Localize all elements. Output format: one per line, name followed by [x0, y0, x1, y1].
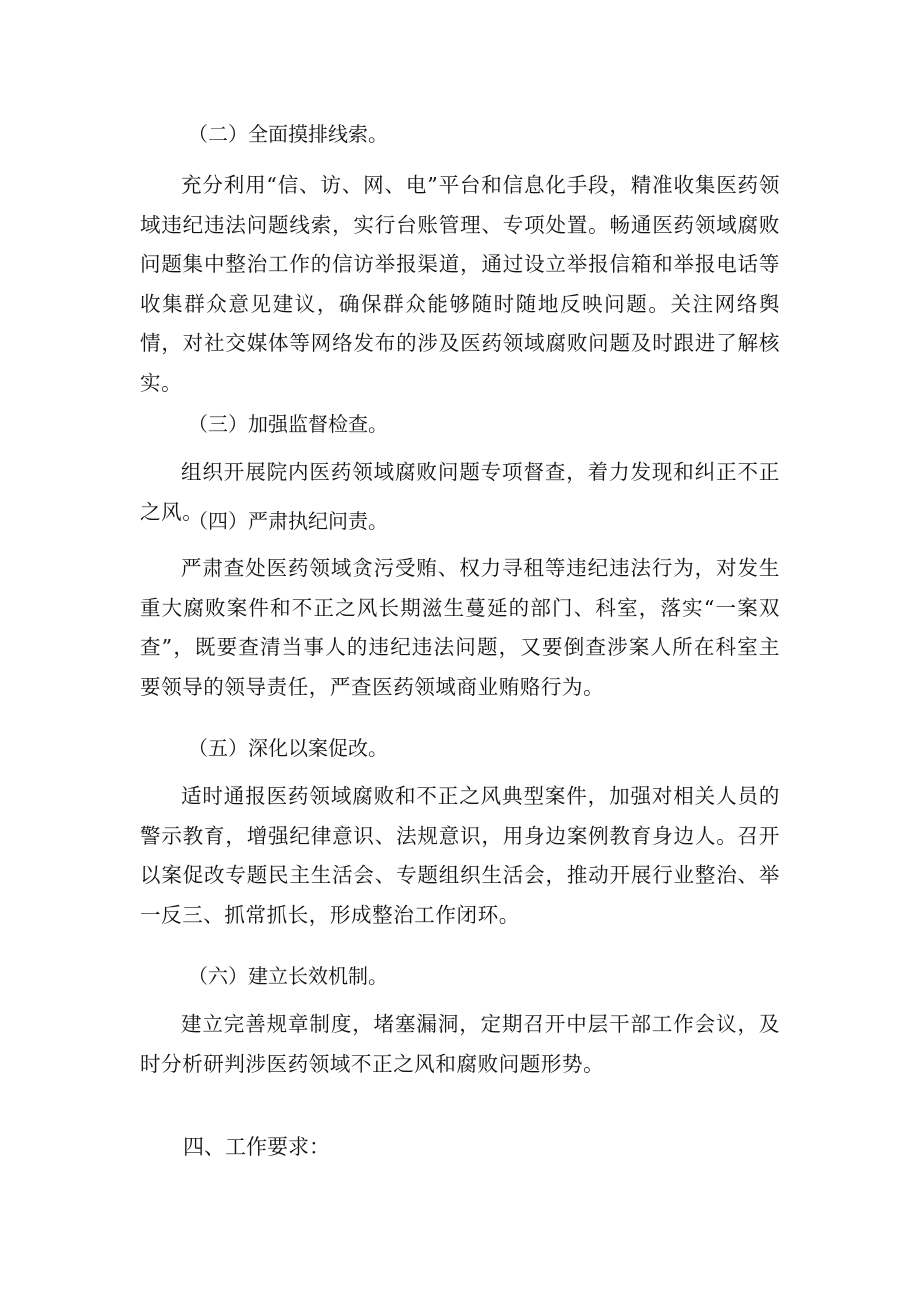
paragraph-case-reform: 适时通报医药领域腐败和不正之风典型案件，加强对相关人员的警示教育，增强纪律意识、法规意识，用身边案例教育身边人。召开以案促改专题民主生活会、专题组织生活会，推动开展行业整治、举一反三、抓常抓长，形成整治工作闭环。	[140, 784, 780, 927]
section-heading-work-requirements: 四、工作要求：	[183, 1135, 330, 1159]
subsection-heading-3: （三）加强监督检查。	[188, 412, 388, 436]
paragraph-accountability: 严肃查处医药领域贪污受贿、权力寻租等违纪违法行为，对发生重大腐败案件和不正之风长期滋生蔓延的部门、科室，落实“一案双查”，既要查清当事人的违纪违法问题，又要倒查涉案人所在科室主要领导的领导责任，严查医药领域商业贿赂行为。	[140, 556, 780, 699]
subsection-heading-4: （四）严肃执纪问责。	[188, 509, 388, 533]
paragraph-supervision: 组织开展院内医药领域腐败问题专项督查，着力发现和纠正不正之风。	[140, 460, 780, 524]
subsection-heading-5: （五）深化以案促改。	[188, 736, 388, 760]
subsection-heading-2: （二）全面摸排线索。	[188, 122, 388, 146]
paragraph-long-term-mechanism: 建立完善规章制度，堵塞漏洞，定期召开中层干部工作会议，及时分析研判涉医药领域不正之风和腐败问题形势。	[140, 1012, 780, 1076]
paragraph-clue-screening: 充分利用“信、访、网、电”平台和信息化手段，精准收集医药领域违纪违法问题线索，实行台账管理、专项处置。畅通医药领域腐败问题集中整治工作的信访举报渠道，通过设立举报信箱和举报电话等收集群众意见建议，确保群众能够随时随地反映问题。关注网络舆情，对社交媒体等网络发布的涉及医药领域腐败问题及时跟进了解核实。	[140, 173, 780, 395]
subsection-heading-6: （六）建立长效机制。	[188, 964, 388, 988]
